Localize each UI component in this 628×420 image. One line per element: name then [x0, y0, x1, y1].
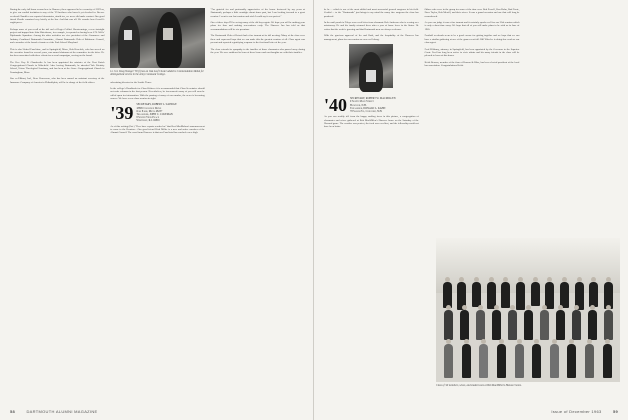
right-running-title: Issue of December 1963: [551, 409, 602, 414]
left-page-number: 58: [10, 409, 16, 414]
left-column-2-text: advertising director for the Seattle Times. In the college's Handbook for Class Officers it is recommended that Class Secretaries should not write columns in the first person. Nevertheless, be forewarned: many of you will soon be called upon for information. With the passing of many of our number, the news is becoming scarcer. We have a new class reunion in sight.: [110, 80, 205, 101]
class-39-number: '39: [110, 102, 134, 123]
left-column-3-text: "I'm grateful for and profoundly appreciative of the honor bestowed by my years at Dartmouth, perhaps a little nostalgic about times past, but I am looking forward to a great reunion. I went to our last reunion and wish I could say it was perfect." One of these days I'll be seeing many of the old boys again. We hope you will be making your plans for June and making reservations early. The Hanover Inn has told us that accommodations will be at a premium. The Dartmouth Club of Detroit had a fine turnout at its fall meeting. Many of the class were there and expressed hope that we can make this the greatest reunion of all. Class agent was present and reported a gratifying response to the first fund letter of the year. The class extends its sympathy to the families of those classmates who passed away during the year. We were saddened to learn of these losses and our thoughts are with their families.: [210, 8, 305, 54]
left-column-1-text: During the early fall home season here in Hanover, there appeared to be a scarcity of 1939'ers, to give our cordial invitation to any of the '39 brethren who haven't yet checked in. Brewer weekend Chandler was reported downstairs, afraid too, we never did make contact. Our good friend Charlie remained very briefly at the Inn. And that was all. We wonder how Gowell's ought prove. Perhaps some of you recall at the tail end of Roger Collins' Shortcomings, a new fortnight project and trapped into John Waterhouse, for example, is reported as having been C.N. Wells' Diplomatic Squadron. Among his other activities are vice president of the Commerce and Industry Combined Dartmouth Committee, Alumni Dartmouth Club of Baltimore Council, and a member of the board of trustees of the Park School Maryland. This is also United Fund time, and in Springfield, Mass., Bob Kenefick, who has served on the executive board for several years, was named chairman of the committee for the drive. He has been associated with these efforts for several campaigns, serving on the board. The Rev. Roy B. Chamberlin Jr. has been appointed the minister of the First Parish Congregational Church in Wakefield. After leaving Dartmouth, he attended Yale Divinity School, Union Theological Seminary, and has been at the Grace Congregational Church in Framingham, Mass. Our ex-Elkhart, Ind., Rene Beaverson, who has been named an assistant secretary of the Insurance Company of America in Philadelphia, will be in charge of the field offices.: [10, 8, 105, 84]
class-40-heading: [324, 95, 419, 116]
right-page-number: 59: [612, 409, 618, 414]
left-column-2-text-b: As of this writing (Oct.) "Here have reports reached us" that Bert MacMahon's announcement to come to the Reunion... Our good friend Dick Miller is a new and active member of the Alumni Council. The word from Hanover is that our Fund total has reached a new high.: [110, 124, 206, 135]
right-folio: [551, 409, 618, 414]
right-column-2-text: Others who were in the group for some of the time were Bob Powell, Don Kahn, Bud Foote, Dave Taylor, Bob Merrill, and their wives. It was a grand occasion and one that will long be remembered. As you can judge it was a fine turnout and it certainly speaks well for our 25th reunion which is only a short time away. We hope that all of you will make plans to be with us in June of 1965. Football weekends seem to be a good excuse for getting together and we hope that we can have a similar gathering at one of the games next fall. Bill Wheeler is doing fine work as our class agent. Fred Pillsbury, attorney in Springfield, has been appointed by the Governor to the Superior Court. Fred has long been active in civic affairs and his many friends in the class will be pleased to learn of this honor. Keith Benson, member of the firm of Benson & Bliss, has been elected president of the local bar association. Congratulations Keith.: [424, 8, 520, 68]
left-running-title: DARTMOUTH ALUMNI MAGAZINE: [26, 409, 98, 414]
class-39-heading: [110, 103, 204, 122]
class-39-secretary: SECRETARY, ROBERT L. SAVIDGE 18895 Coolidge Drive Oak Park, Mich. 48237 Treasurer, JOHN C. COLEMAN 8 Sound View Place Westerly, R.I. 02891: [136, 103, 177, 123]
group-photo-caption: Class of '40 members, wives, and student sons at Bob MacMillen's Hanover home.: [436, 384, 522, 387]
left-column-3: [211, 8, 305, 402]
left-column-2: [110, 8, 204, 402]
class-40-secretary: SECRETARY, ROBERT W. MACMILLEN 9 South Main Street Hanover, N.H. Treasurer, DONALD L. KAHN 78 Salem St., Concord, N.H.: [350, 97, 396, 114]
portrait-photo: [349, 44, 393, 88]
right-column-1-text: be be ... which is one of the most skilful and most successful general surgeons in his field. Cordial ... to the "Dartmouth" just brings to my mind the many fine surgeons the class has produced. In the mail pouch in Tokyo was a real letter from classmate Bob Anderson who is serving as a missionary. He and his family returned there after a year of home leave in the States. He writes that the work is growing and that Dartmouth men are always welcome. With the gracious approval of Irv and Ruth, and the hospitality of the Hanover Inn management, plans for our reunion are now well along.: [324, 8, 419, 41]
left-column-1: [10, 8, 104, 402]
award-photo-caption: Lt. Col. Doug Younger '39 (l) has an Oak Leaf Cluster added to Commendation Medal for distinguished service in the Army Command College.: [110, 70, 204, 77]
award-photo: [110, 8, 204, 68]
left-folio: [10, 409, 97, 414]
group-photo: [436, 238, 620, 382]
right-column-1-text-b: As you can readily tell from the happy smiling faces in this picture, a congregation of classmates and wives gathered at Bob MacMillen's Hanover home on the Saturday of the Harvard game. The weather was perfect, the food was excellent, and the fellowship could not have been better.: [324, 115, 420, 129]
class-40-number: '40: [324, 95, 348, 116]
right-page: [314, 0, 628, 420]
right-column-1: [324, 8, 419, 402]
